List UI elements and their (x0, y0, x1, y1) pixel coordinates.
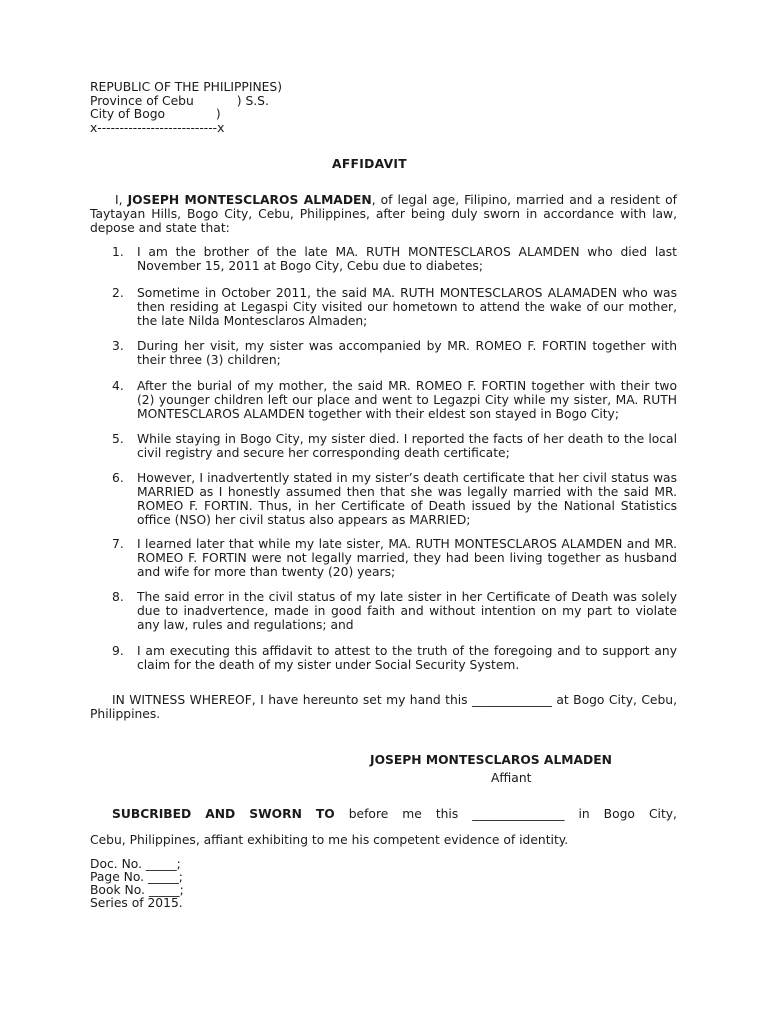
statement-item (90, 537, 677, 579)
series-year: Series of 2015. (90, 896, 183, 910)
venue-republic: REPUBLIC OF THE PHILIPPINES) (90, 80, 283, 94)
affiant-role: Affiant (491, 771, 532, 785)
item-number: 4. (112, 379, 124, 393)
item-text: Sometime in October 2011, the said MA. RUTH MONTESCLAROS ALAMADEN who was then residing at Legaspi City visited our hometown to attend the wake of our mother, the late Nilda Montesclaros Almaden; (137, 286, 677, 328)
jurat-word: SWORN (249, 807, 302, 821)
jurat-word: this (435, 807, 459, 821)
item-text: After the burial of my mother, the said MR. ROMEO F. FORTIN together with their two (2) younger children left our place and went to Legazpi City while my sister, MA. RUTH MONTESCLAROS ALAMDEN together with their eldest son stayed in Bogo City; (137, 379, 677, 421)
item-text: I am executing this affidavit to attest to the truth of the foregoing and to support any claim for the death of my sister under Social Security System. (137, 644, 677, 672)
jurat-word: TO (315, 807, 335, 821)
venue-city: City of Bogo ) (90, 107, 221, 121)
statement-item (90, 339, 677, 367)
item-text: While staying in Bogo City, my sister died. I reported the facts of her death to the local civil registry and secure her corresponding death certificate; (137, 432, 677, 460)
intro-text: , of legal age, Filipino, married and a resident of Taytayan Hills, Bogo City, Cebu, Philippines, after being duly sworn in accordance with law, depose and state that: (90, 193, 677, 235)
item-number: 6. (112, 471, 124, 485)
item-text: However, I inadvertently stated in my sister’s death certificate that her civil status was MARRIED as I honestly assumed then that she was legally married with the said MR. ROMEO F. FORTIN. Thus, in her Certificate of Death issued by the National Statistics office (NSO) her civil status also appears as MARRIED; (137, 471, 677, 527)
item-number: 2. (112, 286, 124, 300)
witness-paragraph (90, 693, 677, 721)
item-number: 3. (112, 339, 124, 353)
book-number: Book No. _____; (90, 883, 184, 897)
statement-item (90, 245, 677, 273)
jurat-word: me (402, 807, 422, 821)
statement-item (90, 286, 677, 328)
doc-number: Doc. No. _____; (90, 857, 181, 871)
statement-item (90, 590, 677, 632)
venue-block (90, 80, 282, 134)
affiant-signature-name: JOSEPH MONTESCLAROS ALMADEN (370, 753, 612, 767)
jurat-word: before (348, 807, 389, 821)
jurat-word: Bogo (603, 807, 635, 821)
statement-item (90, 644, 677, 672)
statement-item (90, 379, 677, 421)
item-text: The said error in the civil status of my late sister in her Certificate of Death was solely due to inadvertence, made in good faith and without intention on my part to violate any law, rules and regulations; and (137, 590, 677, 632)
venue-divider: x---------------------------x (90, 120, 225, 135)
statement-item (90, 432, 677, 460)
item-number: 8. (112, 590, 124, 604)
item-text: During her visit, my sister was accompanied by MR. ROMEO F. FORTIN together with their three (3) children; (137, 339, 677, 367)
jurat-word: City, (648, 807, 677, 821)
item-text: I learned later that while my late sister, MA. RUTH MONTESCLAROS ALAMDEN and MR. ROMEO F. FORTIN were not legally married, they had been living together as husband and wife for more than twenty (20) years; (137, 537, 677, 579)
jurat-line-1 (90, 807, 677, 821)
item-number: 9. (112, 644, 124, 658)
jurat-date-blank: _______________ (472, 807, 565, 821)
jurat-word: AND (205, 807, 236, 821)
item-number: 5. (112, 432, 124, 446)
jurat-word: SUBCRIBED (112, 807, 192, 821)
witness-text: IN WITNESS WHEREOF, I have hereunto set my hand this _____________ at Bogo City, Cebu, Philippines. (90, 693, 677, 721)
jurat-word: in (578, 807, 590, 821)
notarial-register-block (90, 857, 184, 909)
venue-province: Province of Cebu ) S.S. (90, 93, 269, 108)
statement-item (90, 471, 677, 527)
document-title: AFFIDAVIT (332, 157, 407, 171)
item-text: I am the brother of the late MA. RUTH MONTESCLAROS ALAMDEN who died last November 15, 2011 at Bogo City, Cebu due to diabetes; (137, 245, 677, 273)
intro-prefix: I, (115, 193, 128, 207)
item-number: 1. (112, 245, 124, 259)
affiant-name-intro: JOSEPH MONTESCLAROS ALMADEN (127, 193, 372, 207)
jurat-line-2: Cebu, Philippines, affiant exhibiting to me his competent evidence of identity. (90, 833, 569, 847)
intro-paragraph (90, 193, 677, 235)
item-number: 7. (112, 537, 124, 551)
jurat-block (90, 807, 677, 847)
page-number: Page No. _____; (90, 870, 183, 884)
